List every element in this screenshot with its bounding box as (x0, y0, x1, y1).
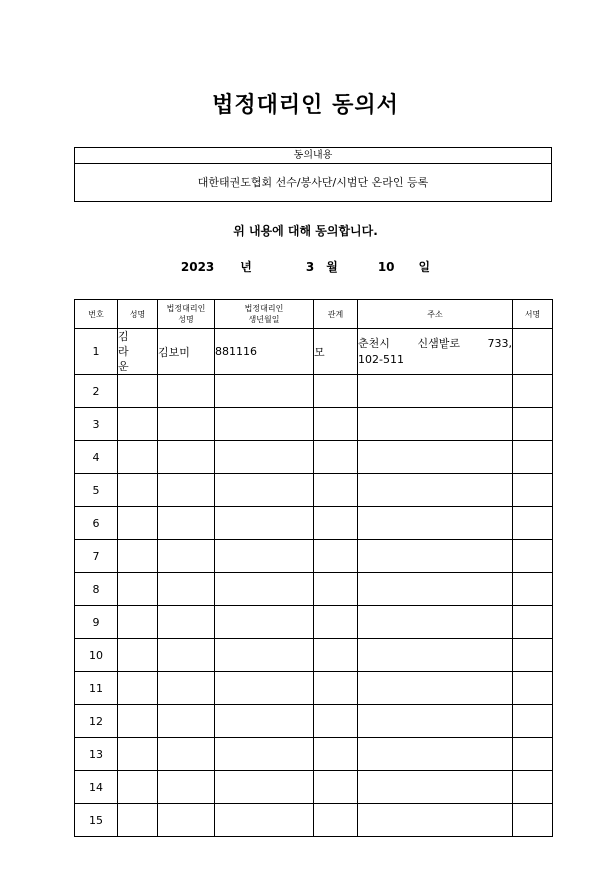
address-cell (358, 738, 513, 771)
relation-cell (314, 540, 358, 573)
date-line (0, 258, 611, 275)
row-number: 8 (75, 573, 118, 606)
address-part-a: 춘천시 (358, 336, 390, 350)
header-rep-name-line1: 법정대리인 (166, 304, 206, 313)
sign-cell (513, 771, 553, 804)
sign-cell (513, 573, 553, 606)
rep-name-cell (158, 738, 215, 771)
sign-cell (513, 329, 553, 375)
address-cell (358, 441, 513, 474)
address-cell (358, 507, 513, 540)
student-name-cell (118, 507, 158, 540)
relation-cell (314, 738, 358, 771)
address-cell (358, 804, 513, 837)
date-day-unit: 일 (418, 260, 431, 274)
header-name: 성명 (118, 300, 158, 329)
rep-name-cell (158, 408, 215, 441)
row-number: 15 (75, 804, 118, 837)
rep-name-cell (158, 804, 215, 837)
rep-birth-cell (215, 408, 314, 441)
date-month-unit: 월 (326, 260, 338, 274)
rep-name-cell (158, 672, 215, 705)
table-row (75, 507, 553, 540)
row-number: 13 (75, 738, 118, 771)
consent-box (74, 147, 552, 202)
address-cell (358, 771, 513, 804)
agree-statement: 위 내용에 대해 동의합니다. (233, 224, 378, 238)
table-row (75, 441, 553, 474)
table-row (75, 738, 553, 771)
sign-cell (513, 804, 553, 837)
rep-birth-cell (215, 540, 314, 573)
student-name-cell (118, 771, 158, 804)
relation-cell (314, 771, 358, 804)
rep-birth-cell (215, 573, 314, 606)
rep-name-cell (158, 606, 215, 639)
date-year-unit: 년 (240, 260, 252, 274)
header-relation: 관계 (314, 300, 358, 329)
signature-table (74, 299, 553, 837)
student-name-cell (118, 441, 158, 474)
sign-cell (513, 606, 553, 639)
row-number: 1 (75, 329, 118, 375)
rep-birth-cell (215, 672, 314, 705)
row-number: 6 (75, 507, 118, 540)
rep-name-cell (158, 573, 215, 606)
rep-birth-cell: 881116 (215, 329, 314, 375)
student-name-cell (118, 408, 158, 441)
student-name-cell (118, 672, 158, 705)
rep-name-cell: 김보미 (158, 329, 215, 375)
table-row (75, 639, 553, 672)
relation-cell (314, 474, 358, 507)
address-line2: 102-511 (358, 352, 404, 366)
address-cell (358, 639, 513, 672)
sign-cell (513, 408, 553, 441)
consent-header: 동의내용 (75, 148, 551, 164)
sign-cell (513, 474, 553, 507)
date-year: 2023 (180, 260, 215, 274)
address-cell (358, 474, 513, 507)
rep-birth-cell (215, 441, 314, 474)
rep-birth-cell (215, 375, 314, 408)
header-rep-birth-line2: 생년월일 (248, 315, 280, 324)
table-row (75, 573, 553, 606)
header-rep-name-line2: 성명 (178, 315, 194, 324)
rep-name-cell (158, 540, 215, 573)
address-cell (358, 375, 513, 408)
rep-birth-cell (215, 738, 314, 771)
table-row (75, 672, 553, 705)
student-name-cell (118, 474, 158, 507)
rep-name-cell (158, 375, 215, 408)
relation-cell (314, 375, 358, 408)
address-part-c: 733, (487, 336, 512, 350)
table-row (75, 705, 553, 738)
header-rep-birth-line1: 법정대리인 (244, 304, 284, 313)
student-name-cell (118, 705, 158, 738)
address-line1 (358, 336, 512, 352)
relation-cell (314, 672, 358, 705)
rep-birth-cell (215, 771, 314, 804)
row-number: 2 (75, 375, 118, 408)
row-number: 3 (75, 408, 118, 441)
sign-cell (513, 705, 553, 738)
rep-name-cell (158, 507, 215, 540)
rep-birth-cell (215, 606, 314, 639)
sign-cell (513, 738, 553, 771)
sign-cell (513, 639, 553, 672)
sign-cell (513, 441, 553, 474)
row-number: 4 (75, 441, 118, 474)
header-rep-birth (215, 300, 314, 329)
student-name-cell (118, 639, 158, 672)
date-month: 3 (305, 260, 315, 274)
address-cell (358, 540, 513, 573)
rep-birth-cell (215, 474, 314, 507)
sign-cell (513, 540, 553, 573)
student-name-cell (118, 804, 158, 837)
table-row (75, 771, 553, 804)
header-address: 주소 (358, 300, 513, 329)
rep-birth-cell (215, 507, 314, 540)
row-number: 11 (75, 672, 118, 705)
rep-name-cell (158, 639, 215, 672)
student-name-line2: 운 (118, 360, 135, 373)
table-row (75, 606, 553, 639)
table-row (75, 329, 553, 375)
rep-name-cell (158, 705, 215, 738)
student-name-cell (118, 738, 158, 771)
sign-cell (513, 375, 553, 408)
rep-name-cell (158, 441, 215, 474)
table-row (75, 408, 553, 441)
row-number: 12 (75, 705, 118, 738)
relation-cell (314, 408, 358, 441)
rep-birth-cell (215, 639, 314, 672)
table-header-row (75, 300, 553, 329)
student-name-cell (118, 573, 158, 606)
header-no: 번호 (75, 300, 118, 329)
student-name-cell (118, 375, 158, 408)
relation-cell (314, 606, 358, 639)
rep-birth-cell (215, 705, 314, 738)
address-cell (358, 329, 513, 375)
relation-cell (314, 441, 358, 474)
row-number: 9 (75, 606, 118, 639)
relation-cell (314, 507, 358, 540)
table-row (75, 375, 553, 408)
address-cell (358, 705, 513, 738)
sign-cell (513, 672, 553, 705)
row-number: 14 (75, 771, 118, 804)
row-number: 10 (75, 639, 118, 672)
sign-cell (513, 507, 553, 540)
address-part-b: 신샘밭로 (417, 336, 460, 350)
relation-cell: 모 (314, 329, 358, 375)
row-number: 5 (75, 474, 118, 507)
table-row (75, 474, 553, 507)
student-name-cell (118, 329, 158, 375)
relation-cell (314, 639, 358, 672)
rep-birth-cell (215, 804, 314, 837)
address-cell (358, 408, 513, 441)
table-row (75, 804, 553, 837)
relation-cell (314, 804, 358, 837)
student-name-cell (118, 606, 158, 639)
date-day: 10 (377, 260, 395, 274)
consent-body: 대한태권도협회 선수/봉사단/시범단 온라인 등록 (197, 176, 429, 189)
header-rep-name (158, 300, 215, 329)
header-sign: 서명 (513, 300, 553, 329)
relation-cell (314, 573, 358, 606)
table-row (75, 540, 553, 573)
rep-name-cell (158, 474, 215, 507)
student-name-cell (118, 540, 158, 573)
address-cell (358, 672, 513, 705)
rep-name-cell (158, 771, 215, 804)
row-number: 7 (75, 540, 118, 573)
document-title: 법정대리인 동의서 (212, 92, 399, 118)
student-name-line1: 김 라 (118, 330, 135, 358)
relation-cell (314, 705, 358, 738)
address-cell (358, 573, 513, 606)
address-cell (358, 606, 513, 639)
